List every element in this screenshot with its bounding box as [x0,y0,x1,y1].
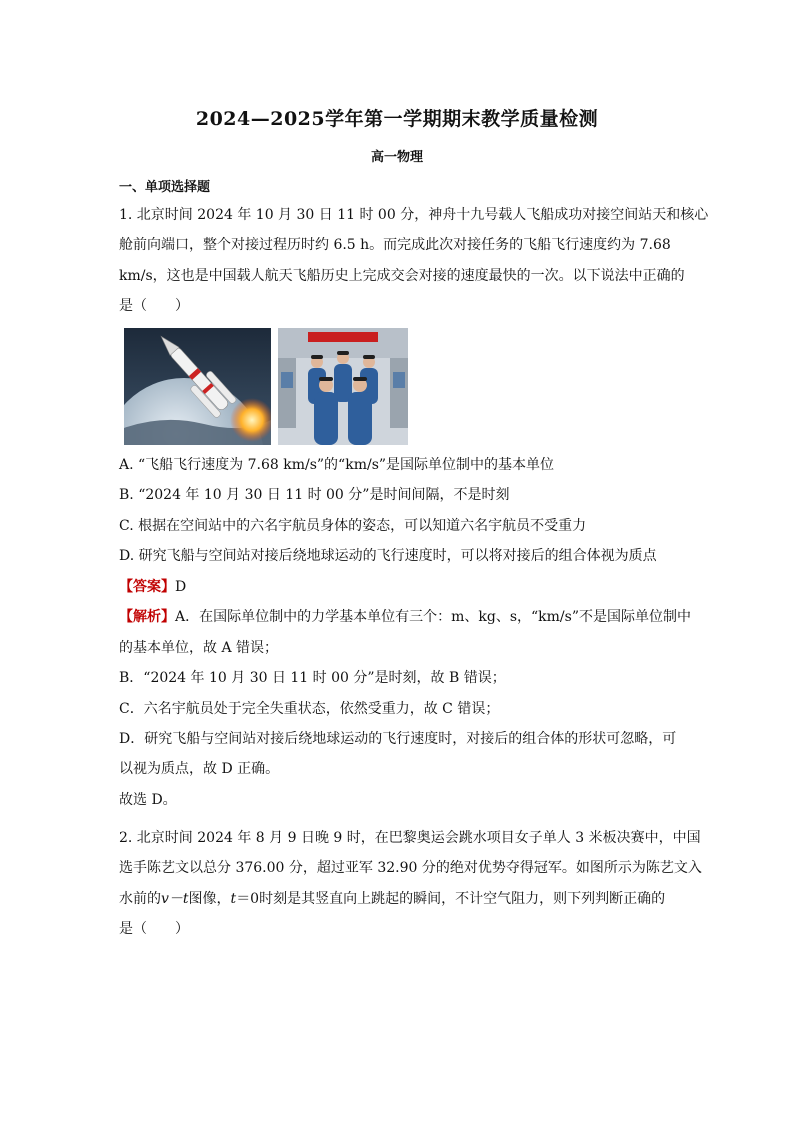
question-2-text: 图像， [188,890,231,907]
question-1-images [124,328,414,446]
option-d: D. 研究飞船与空间站对接后绕地球运动的飞行速度时，可以将对接后的组合体视为质点 [119,548,657,565]
question-1-line: 1. 北京时间 2024 年 10 月 30 日 11 时 00 分，神舟十九号载人飞船成功对接空间站天和核心 [119,207,709,223]
question-1-options [119,450,679,572]
question-2-line: 2. 北京时间 2024 年 8 月 9 日晚 9 时，在巴黎奥运会跳水项目女子单人 3 米板决赛中，中国 [119,830,701,846]
analysis-line [119,602,691,632]
question-1-solution [119,572,691,815]
question-2-line [119,884,679,914]
rocket-image [124,328,271,445]
analysis-line: 故选 D。 [119,791,177,808]
answer-line [119,572,679,602]
question-2-text: ＝0时刻是其竖直向上跳起的瞬间，不计空气阻力，则下列判断正确的 [236,890,666,907]
analysis-line: 的基本单位，故 A 错误； [119,639,279,656]
answer-tag: 【答案】 [119,579,175,595]
question-2-text: 水前的 [119,890,161,907]
question-2-line: 是（ ） [119,921,189,938]
question-1-line: 是（ ） [119,298,189,315]
question-1-line: km/s，这也是中国载人航天飞船历史上完成交会对接的速度最快的一次。以下说法中正确的 [119,267,685,284]
analysis-tag: 【解析】 [119,609,175,626]
analysis-line: B．“2024 年 10 月 30 日 11 时 00 分”是时刻，故 B 错误； [119,670,506,687]
option-a: A. “飞船飞行速度为 7.68 km/s”的“km/s”是国际单位制中的基本单位 [119,457,555,473]
analysis-line: C．六名宇航员处于完全失重状态，依然受重力，故 C 错误； [119,700,500,717]
page-subtitle: 高一物理 [370,150,423,165]
answer-value: D [175,579,187,595]
analysis-line: 以视为质点，故 D 正确。 [119,761,280,778]
astronauts-image [278,328,408,445]
question-1-line: 舱前向端口，整个对接过程历时约 6.5 h。而完成此次对接任务的飞船飞行速度约为 7.68 [119,237,671,254]
analysis-text: A．在国际单位制中的力学基本单位有三个：m、kg、s，“km/s”不是国际单位制中 [175,609,691,626]
t-math: t [230,890,237,907]
option-b: B. “2024 年 10 月 30 日 11 时 00 分”是时间间隔，不是时刻 [119,487,510,504]
option-c: C. 根据在空间站中的六名宇航员身体的姿态，可以知道六名宇航员不受重力 [119,517,587,534]
section-heading: 一、单项选择题 [119,180,211,195]
question-2-stem [119,823,702,945]
question-2-line: 选手陈艺文以总分 376.00 分，超过亚军 32.90 分的绝对优势夺得冠军。如图所示为陈艺文入 [119,860,702,877]
page-title: 2024—2025学年第一学期期末教学质量检测 [195,108,599,130]
question-1-stem [119,200,709,322]
vt-math: v－t [161,890,189,907]
analysis-line: D．研究飞船与空间站对接后绕地球运动的飞行速度时，对接后的组合体的形状可忽略，可 [119,730,677,747]
